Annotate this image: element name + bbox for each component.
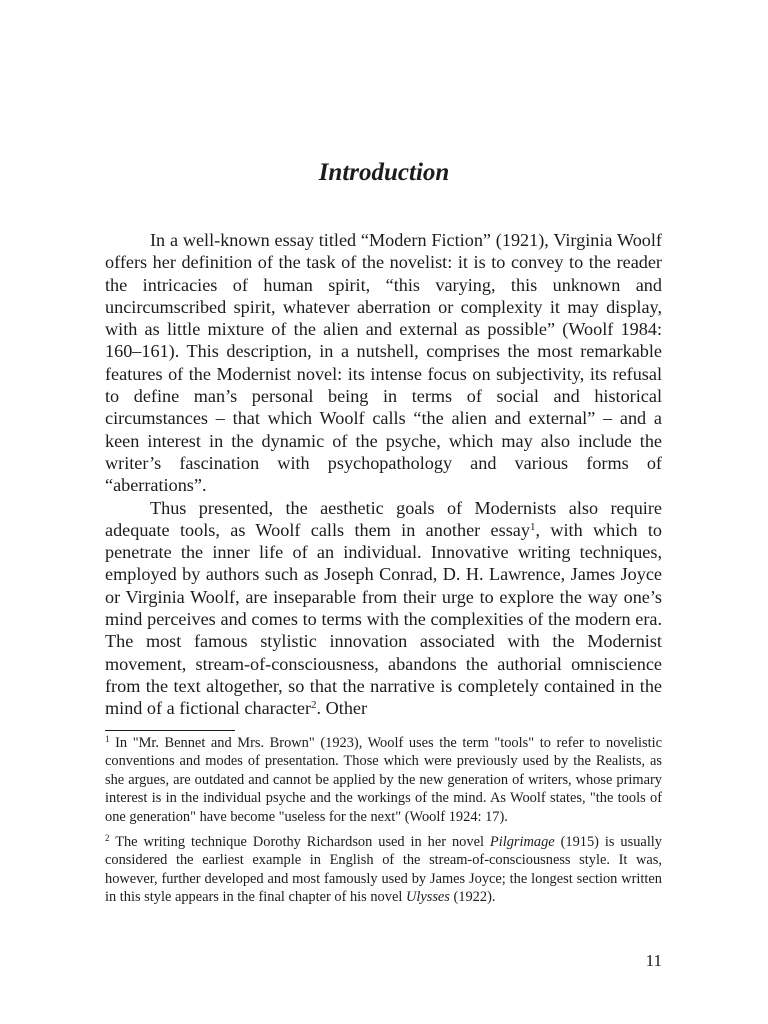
body-text — [105, 229, 662, 720]
paragraph-2 — [105, 497, 662, 720]
page-number: 11 — [645, 951, 662, 970]
footnote-2-number: 2 — [105, 833, 110, 844]
footnotes — [105, 734, 662, 914]
footnote-1-text: In "Mr. Bennet and Mrs. Brown" (1923), Woolf uses the term "tools" to refer to novelistic conventions and modes of presentation. Those which were previously used by the Realists, as she argues, are outdated and cannot be applied by the new generation of writers, whose primary interest is in the individual psyche and the workings of the mind. As Woolf states, "the tools of one generation" have become "useless for the next" (Woolf 1924: 17). — [105, 735, 662, 825]
chapter-title: Introduction — [318, 159, 450, 186]
footnote-1-number: 1 — [105, 734, 110, 744]
paragraph-1 — [105, 229, 662, 497]
footnote-2-title-ulysses: Ulysses — [405, 889, 450, 906]
footnote-2-text-start: The writing technique Dorothy Richardson used in her novel — [115, 834, 490, 851]
footnote-divider — [105, 730, 235, 731]
footnote-2-text-middle: (1915) is usually considered the earliest example in English of the stream-of-consciousness style. It was, however, further developed and most famously used by James Joyce; the longest section written in this style appears in the final chapter of his novel — [105, 834, 663, 906]
footnote-ref-2[interactable]: 2 — [311, 699, 317, 712]
footnote-2 — [105, 833, 662, 907]
paragraph-2-text-start: Thus presented, the aesthetic goals of Modernists also require adequate tools, as Woolf calls them in another essay — [105, 497, 662, 540]
footnote-1 — [105, 734, 662, 826]
footnote-2-text-end: (1922). — [449, 889, 496, 906]
footnote-ref-1[interactable]: 1 — [529, 520, 536, 533]
paragraph-1-text: In a well-known essay titled “Modern Fiction” (1921), Virginia Woolf offers her definition of the task of the novelist: it is to convey to the reader the intricacies of human spirit, “this varying, this unknown and uncircumscribed spirit, whatever aberration or complexity it may display, with as little mixture of the alien and external as possible” (Woolf 1984: 160–161). This description, in a nutshell, comprises the most remarkable features of the Modernist novel: its intense focus on subjectivity, its refusal to define man’s personal being in terms of social and historical circumstances – that which Woolf calls “the alien and external” – and a keen interest in the dynamic of the psyche, which may also include the writer’s fascination with psychopathology and various forms of “aberrations”. — [105, 230, 662, 496]
footnote-2-title-pilgrimage: Pilgrimage — [489, 834, 555, 851]
paragraph-2-text-end: . Other — [316, 698, 368, 719]
paragraph-2-text-middle: , with which to penetrate the inner life of an individual. Innovative writing techniques, employed by authors such as Joseph Conrad, D. H. Lawrence, James Joyce or Virginia Woolf, are inseparable from their urge to explore the way one’s mind perceives and comes to terms with the complexities of the modern era. The most famous stylistic innovation associated with the Modernist movement, stream-of-consciousness, abandons the authorial omniscience from the text altogether, so that the narrative is completely contained in the mind of a fictional character — [105, 519, 662, 719]
